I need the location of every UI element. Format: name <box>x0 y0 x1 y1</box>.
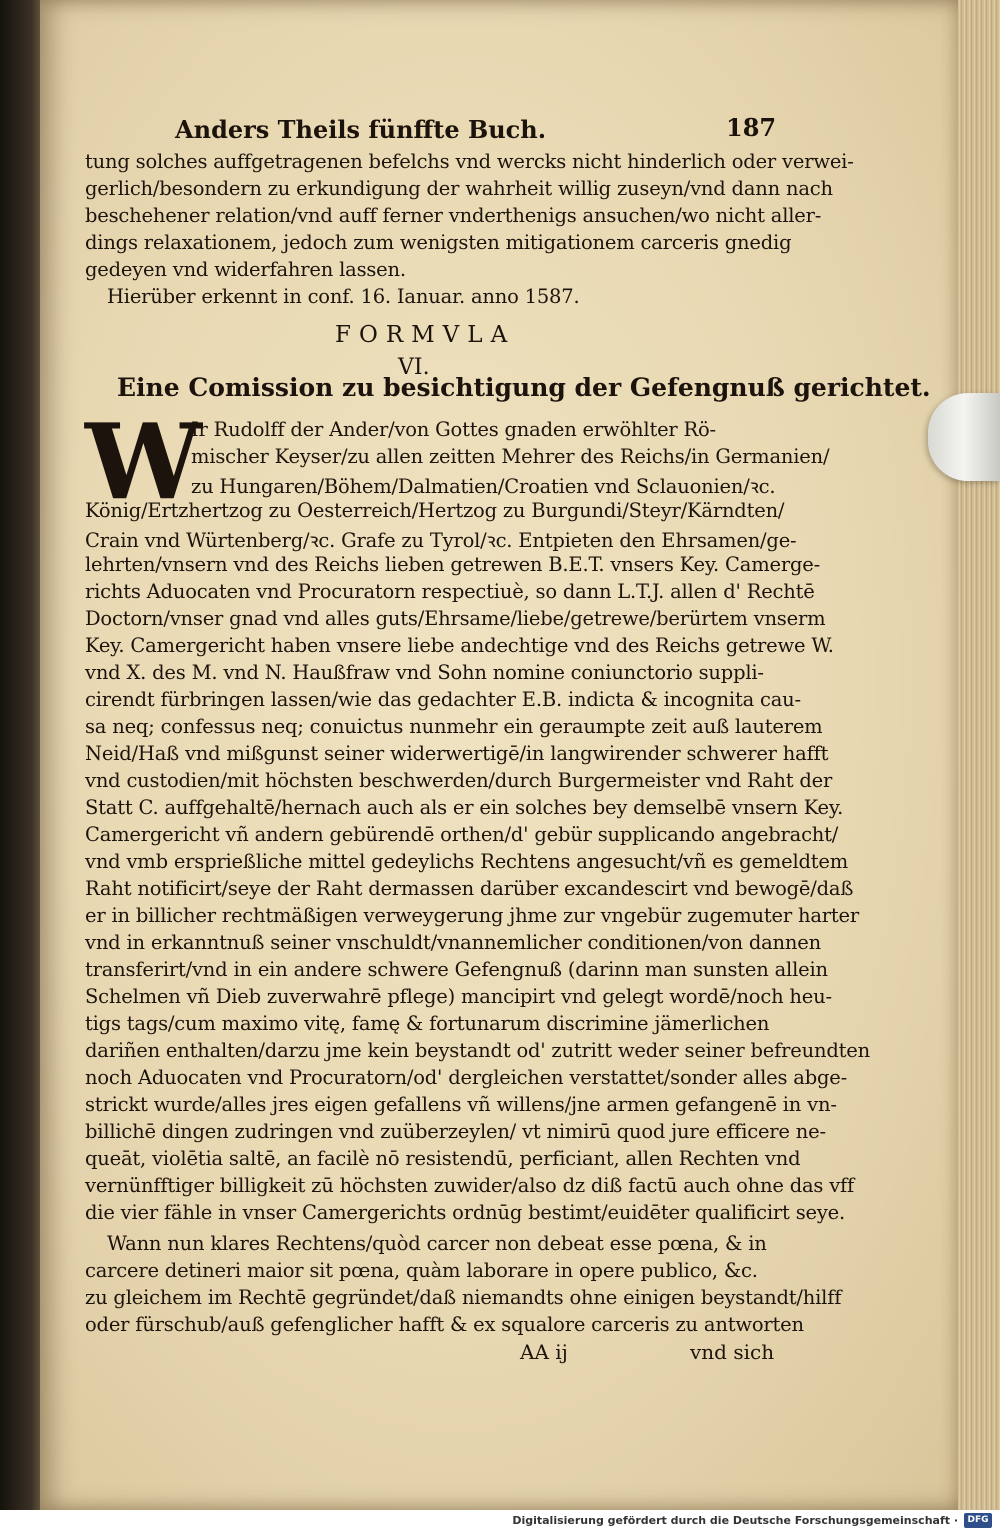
text-line: queāt, violētia saltē, an facilè nō resistendū, perficiant, allen Rechten vnd <box>85 1147 801 1170</box>
text-line: beschehener relation/vnd auff ferner vnderthenigs ansuchen/wo nicht aller- <box>85 204 822 227</box>
text-line: die vier fähle in vnser Camergerichts ordnūg bestimt/euidēter qualificirt seye. <box>85 1201 845 1224</box>
text-line: vnd vmb ersprießliche mittel gedeylichs Rechtens angesucht/vñ es gemeldtem <box>85 850 849 873</box>
text-line: Neid/Haß vnd mißgunst seiner widerwertigē/in langwirender schwerer hafft <box>85 742 829 765</box>
text-line: Doctorn/vnser gnad vnd alles guts/Ehrsame/liebe/getrewe/berürtem vnserm <box>85 607 826 630</box>
text-line: zu gleichem im Rechtē gegründet/daß niemandts ohne einigen beystandt/hilff <box>85 1286 842 1309</box>
text-line: er in billicher rechtmäßigen verweygerung jhme zur vngebür zugemuter harter <box>85 904 859 927</box>
text-line: dings relaxationem, jedoch zum wenigsten mitigationem carceris gnedig <box>85 231 792 254</box>
text-line: dariñen enthalten/darzu jme kein beystandt od' zutritt weder seiner befreundten <box>85 1039 870 1062</box>
text-line: vnd custodien/mit höchsten beschwerden/durch Burgermeister vnd Raht der <box>85 769 833 792</box>
text-line: strickt wurde/alles jres eigen gefallens vñ willens/jne armen gefangenē in vn- <box>85 1093 837 1116</box>
text-line: tung solches auffgetragenen befelchs vnd wercks nicht hinderlich oder verwei- <box>85 150 854 173</box>
text-line: noch Aduocaten vnd Procuratorn/od' dergleichen verstattet/sonder alles abge- <box>85 1066 847 1089</box>
footer-credit: Digitalisierung gefördert durch die Deutsche Forschungsgemeinschaft · <box>512 1514 958 1527</box>
text-line: oder fürschub/auß gefenglicher hafft & ex squalore carceris zu antworten <box>85 1313 804 1336</box>
page-fore-edge <box>958 0 1000 1510</box>
catchword: vnd sich <box>690 1340 775 1364</box>
text-line: König/Ertzhertzog zu Oesterreich/Hertzog zu Burgundi/Steyr/Kärndten/ <box>85 499 785 522</box>
dfg-logo-icon: DFG <box>964 1513 992 1528</box>
text-line: transferirt/vnd in ein andere schwere Gefengnuß (darinn man sunsten allein <box>85 958 828 981</box>
text-line: sa neq; confessus neq; conuictus nunmehr ein geraumpte zeit auß lauterem <box>85 715 823 738</box>
text-line: lehrten/vnsern vnd des Reichs lieben getrewen B.E.T. vnsers Key. Camerge- <box>85 553 820 576</box>
text-line: vernünfftiger billigkeit zū höchsten zuwider/also dz diß factū auch ohne das vff <box>85 1174 855 1197</box>
text-line: Schelmen vñ Dieb zuverwahrē pflege) mancipirt vnd gelegt wordē/noch heu- <box>85 985 832 1008</box>
text-line: Camergericht vñ andern gebürendē orthen/d' gebür supplicando angebracht/ <box>85 823 839 846</box>
text-line: carcere detineri maior sit pœna, quàm laborare in opere publico, &c. <box>85 1259 758 1282</box>
text-line: billichē dingen zudringen vnd zuüberzeylen/ vt nimirū quod jure efficere ne- <box>85 1120 826 1143</box>
text-line: cirendt fürbringen lassen/wie das gedachter E.B. indicta & incognita cau- <box>85 688 801 711</box>
running-head: Anders Theils fünffte Buch. <box>175 115 547 144</box>
text-line: Crain vnd Würtenberg/ꝛc. Grafe zu Tyrol/ꝛc. Entpieten den Ehrsamen/ge- <box>85 529 797 552</box>
decorated-initial: W <box>85 400 202 523</box>
text-line: vnd in erkanntnuß seiner vnschuldt/vnannemlicher conditionen/von dannen <box>85 931 821 954</box>
text-line: Raht notificirt/seye der Raht dermassen darüber excandescirt vnd bewogē/daß <box>85 877 854 900</box>
bookmark-tab <box>928 393 1000 481</box>
text-line: mischer Keyser/zu allen zeitten Mehrer des Reichs/in Germanien/ <box>191 445 830 468</box>
text-line: Key. Camergericht haben vnsere liebe andechtige vnd des Reichs getrewe W. <box>85 634 834 657</box>
text-line: Hierüber erkennt in conf. 16. Ianuar. anno 1587. <box>107 285 580 308</box>
text-line: vnd X. des M. vnd N. Haußfraw vnd Sohn nomine coniunctorio suppli- <box>85 661 764 684</box>
formula-heading: Eine Comission zu besichtigung der Gefengnuß gerichtet. <box>117 373 931 402</box>
text-line: Statt C. auffgehaltē/hernach auch als er ein solches bey demselbē vnsern Key. <box>85 796 844 819</box>
formula-number: VI. <box>398 355 430 380</box>
text-line: zu Hungaren/Böhem/Dalmatien/Croatien vnd Sclauonien/ꝛc. <box>191 475 776 498</box>
text-line: gedeyen vnd widerfahren lassen. <box>85 258 406 281</box>
text-line: Ir Rudolff der Ander/von Gottes gnaden erwöhlter Rö- <box>191 418 716 441</box>
text-line: Wann nun klares Rechtens/quòd carcer non debeat esse pœna, & in <box>107 1232 767 1255</box>
text-line: tigs tags/cum maximo vitę, famę & fortunarum discrimine jämerlichen <box>85 1012 770 1035</box>
text-line: gerlich/besondern zu erkundigung der wahrheit willig zuseyn/vnd dann nach <box>85 177 833 200</box>
signature-mark: AA ij <box>520 1340 568 1364</box>
folio-number: 187 <box>726 113 777 142</box>
formula-title: FORMVLA <box>335 322 516 348</box>
text-line: richts Aduocaten vnd Procuratorn respectiuè, so dann L.T.J. allen d' Rechtē <box>85 580 815 603</box>
